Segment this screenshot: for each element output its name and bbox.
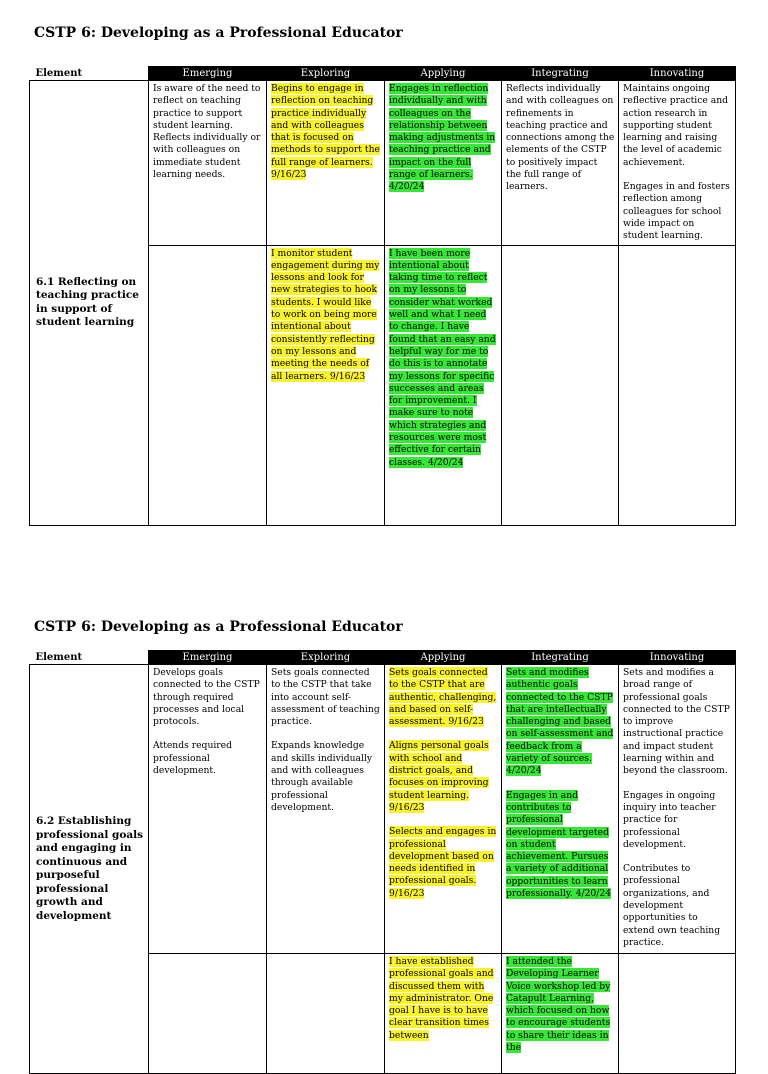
rubric-table-6-2 — [29, 650, 736, 1074]
integrating-header: Integrating — [502, 67, 619, 81]
exploring-cell: Sets goals connected to the CSTP that take into account self-assessment of teaching practice. Expands knowledge and skills individually and with colleagues through available professional development. — [267, 665, 385, 954]
element-header: Element — [30, 67, 149, 81]
evidence-exploring: I monitor student engagement during my lessons and look for new strategies to hook students. I would like to work on being more intentional about consistently reflecting on my lessons and meeting the needs of all learners. 9/16/23 — [267, 245, 385, 525]
emerging-cell: Develops goals connected to the CSTP through required processes and local protocols. Attends required professional development. — [149, 665, 267, 954]
evidence-emerging — [149, 245, 267, 525]
emerging-header: Emerging — [149, 651, 267, 665]
innovating-cell: Maintains ongoing reflective practice and action research in supporting student learning and raising the level of academic achievement. Engages in and fosters reflection among colleagues for school wide impact on student learning. — [619, 81, 736, 246]
emerging-header: Emerging — [149, 67, 267, 81]
header-row — [30, 651, 736, 665]
evidence-applying: I have established professional goals and discussed them with my administrator. One goal I have is to have clear transition times between — [385, 954, 502, 1074]
evidence-innovating — [619, 245, 736, 525]
page-title-2: CSTP 6: Developing as a Professional Educator — [34, 619, 403, 635]
descriptor-row — [30, 81, 736, 246]
applying-header: Applying — [385, 67, 502, 81]
evidence-applying: I have been more intentional about taking time to reflect on my lessons to consider what worked well and what I need to change. I have found that an easy and helpful way for me to do this is to annotate my lessons for specific successes and areas for improvement. I make sure to note which strategies and resources were most effective for certain classes. 4/20/24 — [385, 245, 502, 525]
evidence-integrating: I attended the Developing Learner Voice workshop led by Catapult Learning, which focused on how to encourage students to share their ideas in the — [502, 954, 619, 1074]
applying-cell: Engages in reflection individually and with colleagues on the relationship between making adjustments in teaching practice and impact on the full range of learners. 4/20/24 — [385, 81, 502, 246]
evidence-emerging — [149, 954, 267, 1074]
innovating-header: Innovating — [619, 651, 736, 665]
evidence-integrating — [502, 245, 619, 525]
descriptor-row — [30, 665, 736, 954]
innovating-cell: Sets and modifies a broad range of professional goals connected to the CSTP to improve instructional practice and impact student learning within and beyond the classroom. Engages in ongoing inquiry into teacher practice for professional development. Contributes to professional organizations, and development opportunities to extend own teaching practice. — [619, 665, 736, 954]
applying-cell: Sets goals connected to the CSTP that are authentic, challenging, and based on self-assessment. 9/16/23 Aligns personal goals with school and district goals, and focuses on improving student learning. 9/16/23 Selects and engages in professional development based on needs identified in professional goals. 9/16/23 — [385, 665, 502, 954]
applying-header: Applying — [385, 651, 502, 665]
element-label: 6.2 Establishing professional goals and engaging in continuous and purposeful professional growth and development — [30, 665, 149, 1074]
element-header: Element — [30, 651, 149, 665]
header-row — [30, 67, 736, 81]
integrating-cell: Reflects individually and with colleagues on refinements in teaching practice and connections among the elements of the CSTP to positively impact the full range of learners. — [502, 81, 619, 246]
rubric-table-6-1 — [29, 66, 736, 526]
integrating-header: Integrating — [502, 651, 619, 665]
exploring-header: Exploring — [267, 67, 385, 81]
exploring-cell: Begins to engage in reflection on teaching practice individually and with colleagues that is focused on methods to support the full range of learners. 9/16/23 — [267, 81, 385, 246]
page-title: CSTP 6: Developing as a Professional Educator — [34, 25, 403, 41]
integrating-cell: Sets and modifies authentic goals connected to the CSTP that are intellectually challenging and based on self-assessment and feedback from a variety of sources. 4/20/24 Engages in and contributes to professional development targeted on student achievement. Pursues a variety of additional opportunities to learn professionally. 4/20/24 — [502, 665, 619, 954]
evidence-exploring — [267, 954, 385, 1074]
exploring-header: Exploring — [267, 651, 385, 665]
emerging-cell: Is aware of the need to reflect on teaching practice to support student learning. Reflects individually or with colleagues on immediate student learning needs. — [149, 81, 267, 246]
element-label: 6.1 Reflecting on teaching practice in support of student learning — [30, 81, 149, 526]
innovating-header: Innovating — [619, 67, 736, 81]
evidence-innovating — [619, 954, 736, 1074]
